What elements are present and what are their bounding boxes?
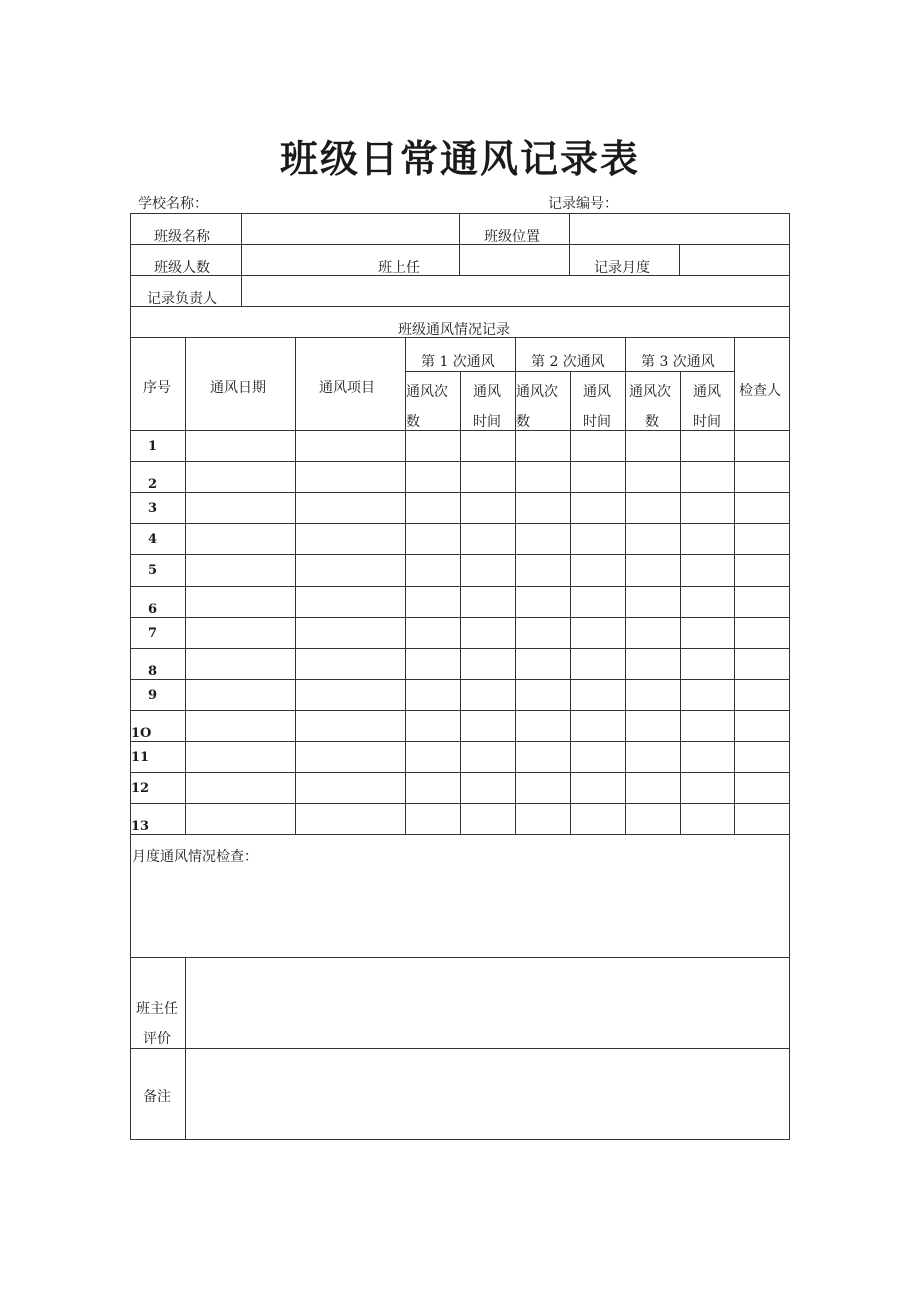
class-name-label: 班级名称 xyxy=(154,229,210,245)
monthly-check-label: 月度通风情况检查： xyxy=(132,849,258,865)
time-header: 时间 xyxy=(693,414,721,430)
divider xyxy=(680,371,681,834)
round2-header: 第 2 次通风 xyxy=(531,354,605,370)
remarks-label: 备注 xyxy=(143,1089,171,1105)
row-number: 11 xyxy=(131,750,150,765)
divider xyxy=(130,306,790,307)
page-title: 班级日常通风记录表 xyxy=(279,137,640,181)
row-number: 1 xyxy=(148,439,158,454)
divider xyxy=(185,957,186,1140)
class-size-label: 班级人数 xyxy=(154,260,210,276)
divider xyxy=(241,213,242,306)
divider xyxy=(459,213,460,244)
seq-header: 序号 xyxy=(143,380,171,396)
row-number: 13 xyxy=(131,819,150,834)
time-header: 通风 xyxy=(693,384,721,400)
divider xyxy=(679,244,680,275)
count-header: 数 xyxy=(645,414,659,430)
time-header: 时间 xyxy=(473,414,501,430)
divider xyxy=(625,337,626,834)
round3-header: 第 3 次通风 xyxy=(641,354,715,370)
count-header: 数 xyxy=(516,414,530,430)
record-owner-label: 记录负责人 xyxy=(147,291,217,307)
row-number: 2 xyxy=(148,477,158,492)
school-name-label: 学校名称： xyxy=(138,196,208,212)
record-number-label: 记录编号： xyxy=(548,196,618,212)
round1-header: 第 1 次通风 xyxy=(421,354,495,370)
divider xyxy=(130,244,790,245)
row-number: 9 xyxy=(148,688,158,703)
count-header: 通风次 xyxy=(406,384,448,400)
divider xyxy=(569,244,570,275)
row-number: 1O xyxy=(131,726,152,741)
time-header: 通风 xyxy=(473,384,501,400)
class-location-label: 班级位置 xyxy=(484,229,540,245)
divider xyxy=(295,337,296,834)
time-header: 时间 xyxy=(583,414,611,430)
record-month-label: 记录月度 xyxy=(594,260,650,276)
item-header: 通风项目 xyxy=(319,380,375,396)
divider xyxy=(569,213,570,244)
row-number: 12 xyxy=(131,781,150,796)
divider xyxy=(130,1048,790,1049)
teacher-eval-label: 评价 xyxy=(143,1031,171,1047)
divider xyxy=(459,244,460,275)
time-header: 通风 xyxy=(583,384,611,400)
date-header: 通风日期 xyxy=(210,380,266,396)
divider xyxy=(185,337,186,834)
divider xyxy=(130,834,790,835)
count-header: 通风次 xyxy=(516,384,558,400)
divider xyxy=(130,957,790,958)
divider xyxy=(570,371,571,834)
row-number: 3 xyxy=(148,501,158,516)
divider xyxy=(460,371,461,834)
row-number: 8 xyxy=(148,664,158,679)
head-teacher-label: 班上任 xyxy=(378,260,420,276)
row-number: 5 xyxy=(148,563,158,578)
divider xyxy=(130,275,790,276)
section-title: 班级通风情况记录 xyxy=(398,322,510,338)
count-header: 数 xyxy=(406,414,420,430)
divider xyxy=(734,337,735,834)
row-number: 6 xyxy=(148,602,158,617)
row-number: 4 xyxy=(148,532,158,547)
count-header: 通风次 xyxy=(629,384,671,400)
inspector-header: 检查人 xyxy=(739,383,781,399)
teacher-eval-label: 班主任 xyxy=(136,1001,178,1017)
row-number: 7 xyxy=(148,626,158,641)
